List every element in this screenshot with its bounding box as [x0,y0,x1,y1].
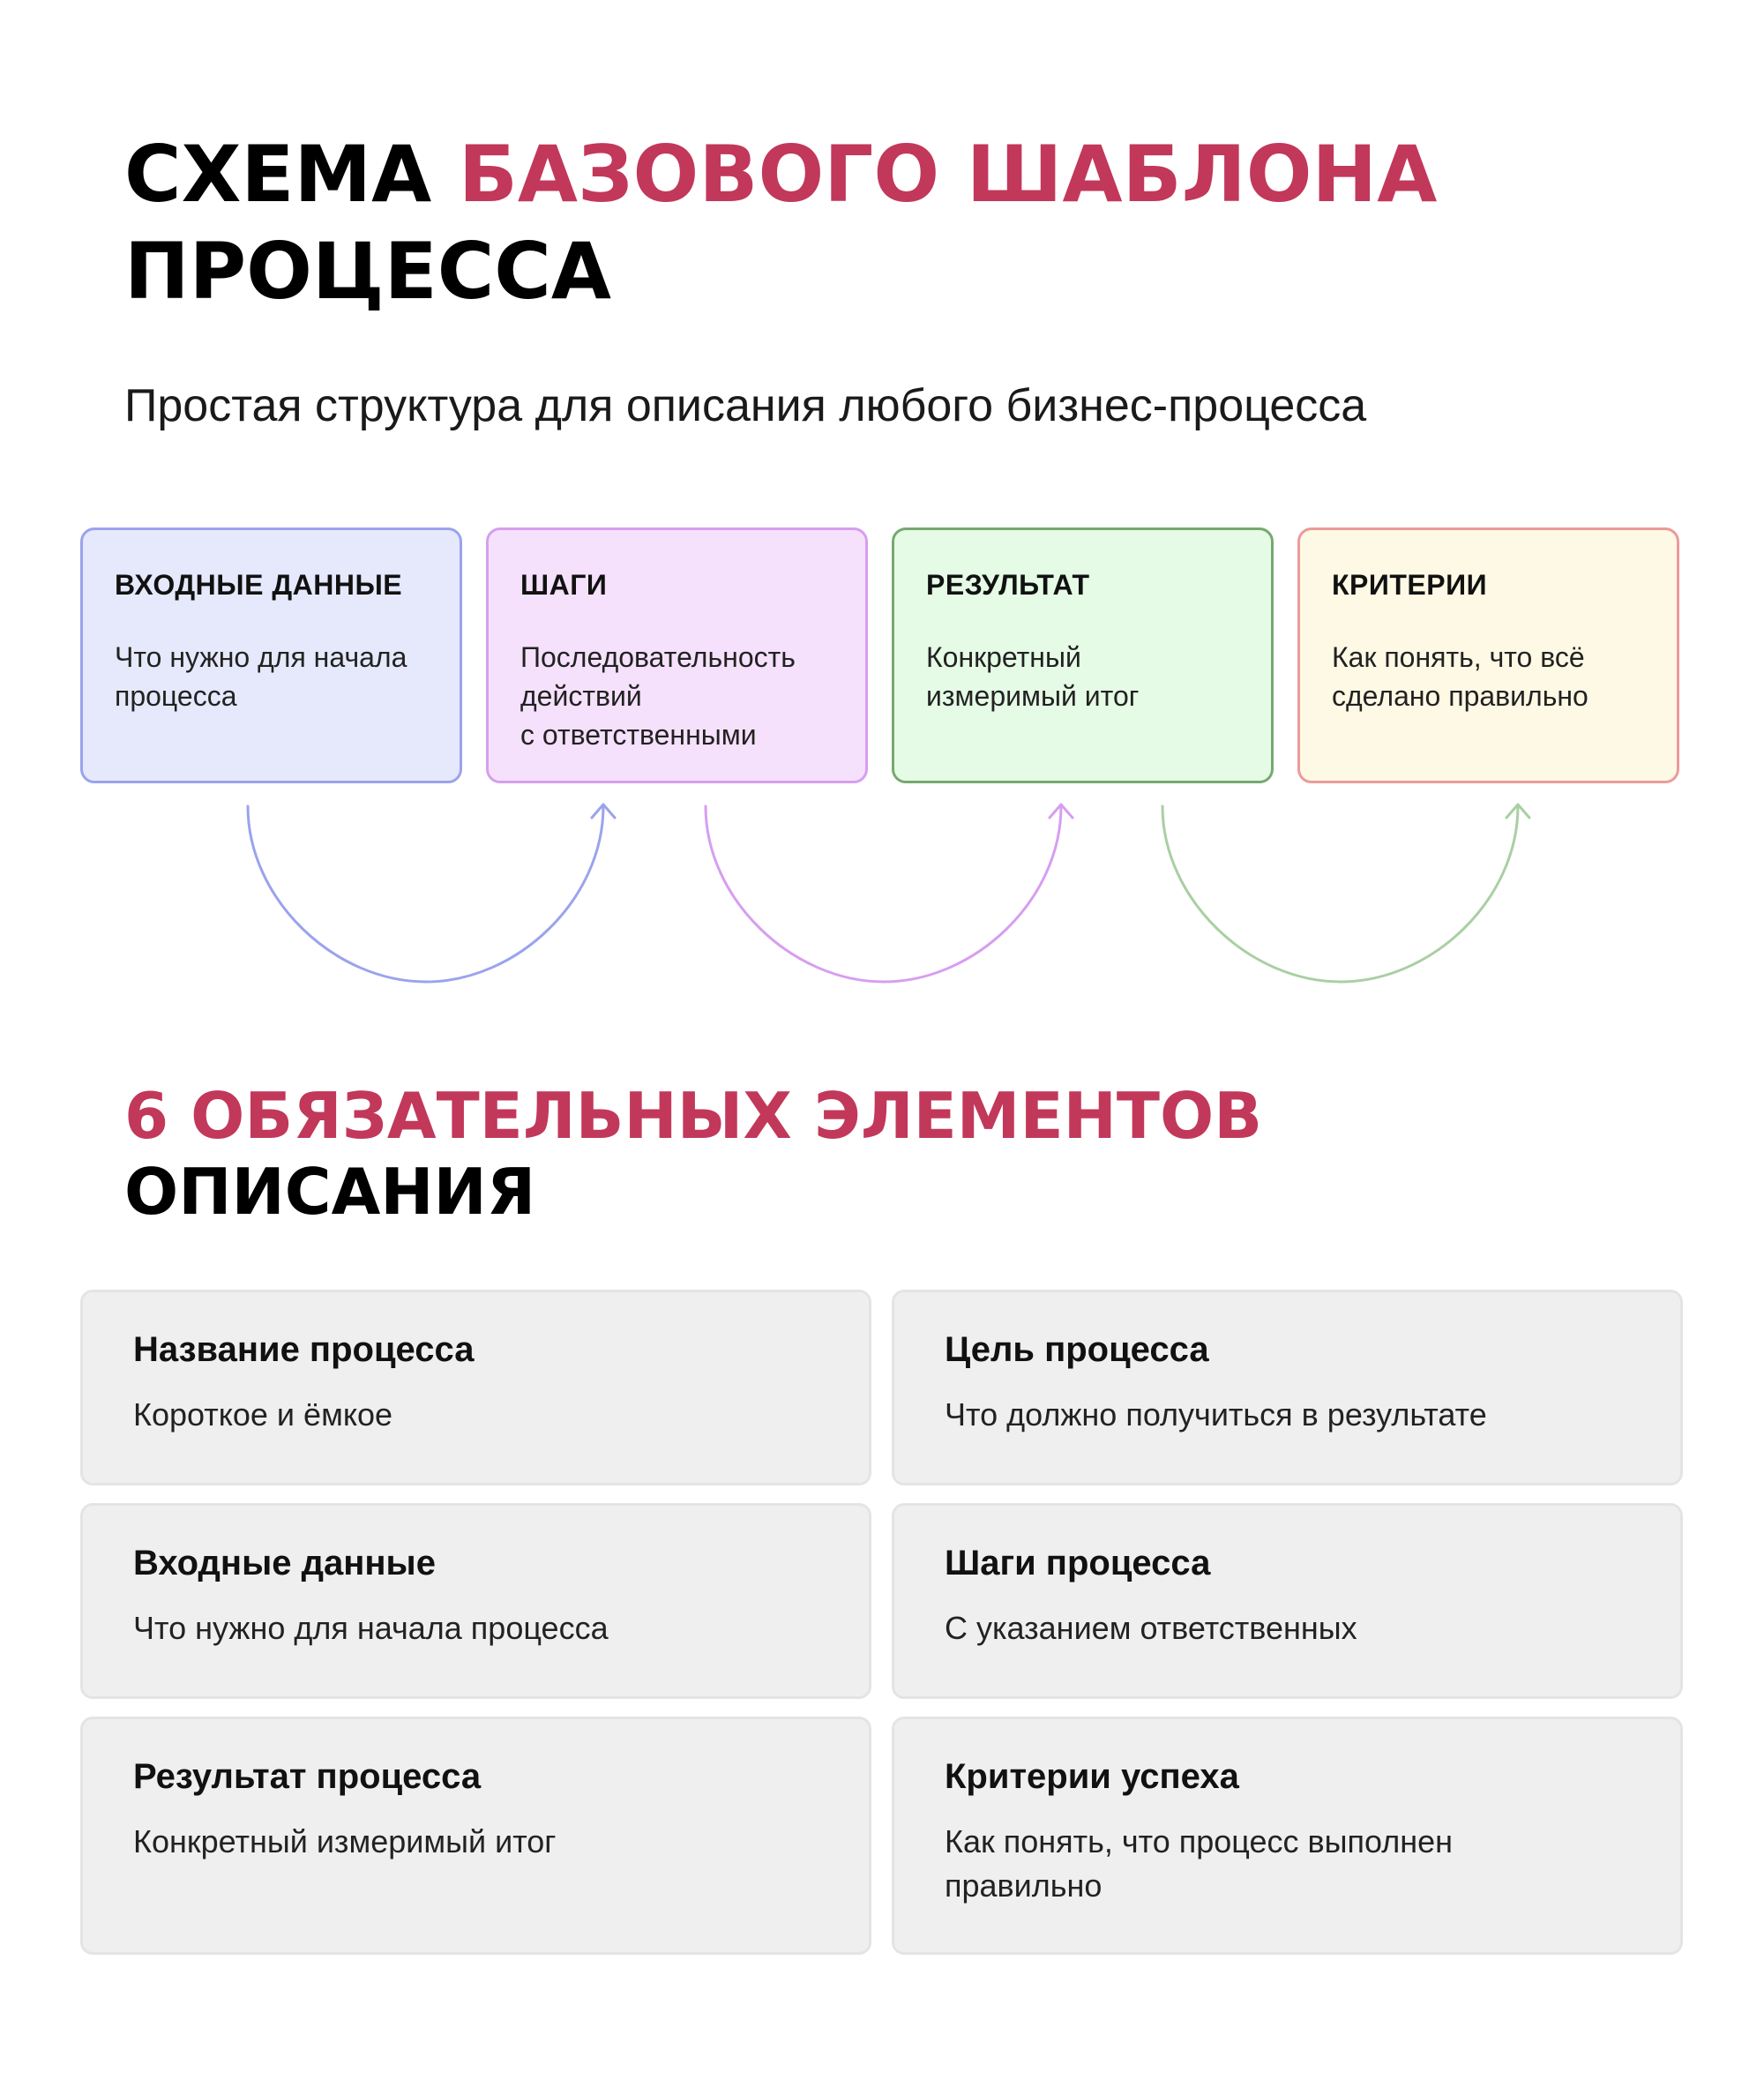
stage-description: Что нужно для начала процесса [115,641,407,712]
stage-criteria [1297,527,1679,783]
stage-input [80,527,462,783]
element-card [80,1717,871,1955]
element-card [80,1503,871,1699]
element-title: Входные данные [133,1544,436,1582]
element-title: Критерии успеха [945,1757,1239,1796]
flow-arrows [0,776,1764,988]
element-description: Что нужно для начала процесса [133,1610,609,1646]
page-subtitle: Простая структура для описания любого бизнес-процесса [124,380,1367,431]
stage-description: Как понять, что всё сделано правильно [1332,641,1588,712]
stage-steps [486,527,868,783]
flow-arrow-3 [1162,806,1518,982]
element-card [892,1717,1683,1955]
element-card [892,1503,1683,1699]
element-description: Что должно получиться в результате [945,1396,1487,1433]
section-title-rest: ОПИСАНИЯ [124,1155,536,1229]
element-card [80,1290,871,1485]
element-title: Цель процесса [945,1330,1209,1369]
stage-description: Последовательность действий с ответственными [520,641,796,751]
element-title: Название процесса [133,1330,475,1369]
element-title: Шаги процесса [945,1544,1211,1582]
element-description: Короткое и ёмкое [133,1396,393,1433]
element-card [892,1290,1683,1485]
flow-arrow-1 [248,806,603,982]
element-description: С указанием ответственных [945,1610,1357,1646]
stage-title: КРИТЕРИИ [1332,569,1488,601]
title-accent: БАЗОВОГО ШАБЛОНА [458,129,1438,220]
page-title [124,126,1437,320]
stage-result [892,527,1274,783]
title-part-1: СХЕМА [124,129,432,220]
stage-description: Конкретный измеримый итог [926,641,1140,712]
section-title-accent: 6 ОБЯЗАТЕЛЬНЫХ ЭЛЕМЕНТОВ [124,1079,1263,1153]
element-description: Конкретный измеримый итог [133,1823,557,1859]
stage-title: ШАГИ [520,569,608,601]
flow-arrow-2 [706,806,1061,982]
element-description: Как понять, что процесс выполнен правильно [945,1823,1454,1904]
element-title: Результат процесса [133,1757,482,1796]
section-title [124,1078,1262,1230]
title-part-2: ПРОЦЕССА [124,226,611,317]
stage-title: РЕЗУЛЬТАТ [926,569,1090,601]
stage-title: ВХОДНЫЕ ДАННЫЕ [115,569,403,601]
